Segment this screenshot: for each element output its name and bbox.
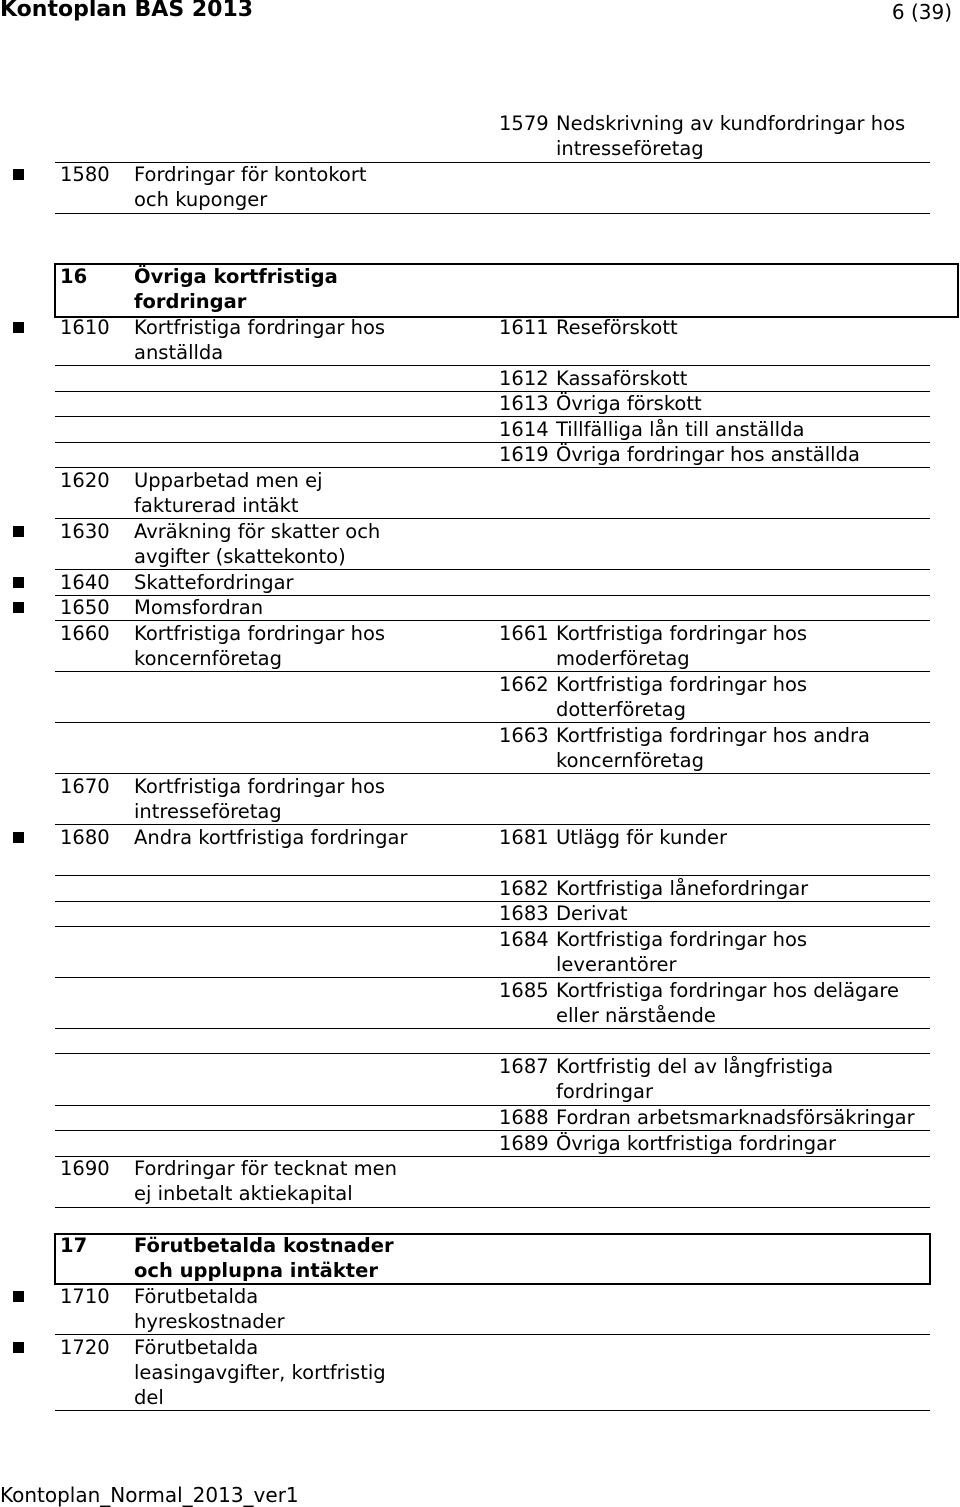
account-1661-label: Kortfristiga fordringar hos (556, 622, 808, 645)
account-1630-label: Avräkning för skatter och (134, 520, 381, 543)
account-1630-label-cont: avgifter (skattekonto) (134, 545, 346, 568)
account-1689-label: Övriga kortfristiga fordringar (556, 1132, 837, 1155)
account-1610-label: Kortfristiga fordringar hos (134, 316, 386, 339)
account-1685-label-cont: eller närstående (556, 1004, 716, 1027)
row-divider (55, 365, 930, 366)
account-1688-number: 1688 (499, 1106, 549, 1129)
row-divider (55, 1028, 930, 1029)
account-1619-number: 1619 (499, 443, 549, 466)
group-16-label-cont: fordringar (134, 290, 247, 313)
page-title: Kontoplan BAS 2013 (0, 0, 254, 22)
required-bullet-icon (13, 602, 24, 613)
account-1684-label: Kortfristiga fordringar hos (556, 928, 808, 951)
account-1689-number: 1689 (499, 1132, 549, 1155)
account-1682-label: Kortfristiga lånefordringar (556, 877, 809, 900)
account-1620-number: 1620 (60, 469, 110, 492)
account-1670-label-cont: intresseföretag (134, 800, 282, 823)
page-footer: Kontoplan_Normal_2013_ver1 (0, 1483, 299, 1507)
account-1685-label: Kortfristiga fordringar hos delägare (556, 979, 899, 1002)
account-1720-label-cont2: del (134, 1386, 164, 1409)
group-17-number: 17 (60, 1234, 88, 1257)
account-1660-number: 1660 (60, 622, 110, 645)
account-1684-number: 1684 (499, 928, 549, 951)
account-1640-number: 1640 (60, 571, 110, 594)
account-1611-label: Reseförskott (556, 316, 678, 339)
account-1687-label-cont: fordringar (556, 1080, 653, 1103)
required-bullet-icon (13, 1342, 24, 1353)
account-1663-number: 1663 (499, 724, 549, 747)
account-1619-label: Övriga fordringar hos anställda (556, 443, 860, 466)
account-1613-number: 1613 (499, 392, 549, 415)
account-1685-number: 1685 (499, 979, 549, 1002)
account-1614-number: 1614 (499, 418, 549, 441)
account-1611-number: 1611 (499, 316, 549, 339)
account-1663-label: Kortfristiga fordringar hos andra (556, 724, 870, 747)
account-1680-number: 1680 (60, 826, 110, 849)
group-16-number: 16 (60, 265, 88, 288)
account-1610-number: 1610 (60, 316, 110, 339)
account-1680-label: Andra kortfristiga fordringar (134, 826, 408, 849)
account-1630-number: 1630 (60, 520, 110, 543)
account-1660-label-cont: koncernföretag (134, 647, 282, 670)
account-1661-number: 1661 (499, 622, 549, 645)
row-divider (55, 901, 930, 902)
account-1710-label-cont: hyreskostnader (134, 1310, 285, 1333)
account-1662-label: Kortfristiga fordringar hos (556, 673, 808, 696)
account-1670-number: 1670 (60, 775, 110, 798)
required-bullet-icon (13, 169, 24, 180)
account-1681-label: Utlägg för kunder (556, 826, 728, 849)
account-1683-number: 1683 (499, 902, 549, 925)
required-bullet-icon (13, 526, 24, 537)
account-1580-label: Fordringar för kontokort (134, 163, 367, 186)
account-1682-number: 1682 (499, 877, 549, 900)
account-1579-label-cont: intresseföretag (556, 137, 704, 160)
account-1690-label-cont: ej inbetalt aktiekapital (134, 1182, 353, 1205)
required-bullet-icon (13, 577, 24, 588)
group-17-label-cont: och upplupna intäkter (134, 1259, 378, 1282)
account-1688-label: Fordran arbetsmarknadsförsäkringar (556, 1106, 915, 1129)
account-1620-label-cont: fakturerad intäkt (134, 494, 299, 517)
account-1612-label: Kassaförskott (556, 367, 688, 390)
account-1720-label: Förutbetalda (134, 1336, 259, 1359)
required-bullet-icon (13, 1291, 24, 1302)
row-divider (55, 213, 930, 214)
page-number: 6 (39) (891, 0, 952, 24)
account-1612-number: 1612 (499, 367, 549, 390)
row-divider (55, 391, 930, 392)
account-1662-label-cont: dotterföretag (556, 698, 686, 721)
required-bullet-icon (13, 832, 24, 843)
account-1710-label: Förutbetalda (134, 1285, 259, 1308)
account-1640-label: Skattefordringar (134, 571, 294, 594)
account-1690-label: Fordringar för tecknat men (134, 1157, 398, 1180)
group-17-label: Förutbetalda kostnader (134, 1234, 394, 1257)
account-1690-number: 1690 (60, 1157, 110, 1180)
row-divider (55, 1410, 930, 1411)
account-1579-label: Nedskrivning av kundfordringar hos (556, 112, 906, 135)
account-1661-label-cont: moderföretag (556, 647, 690, 670)
row-divider (55, 1207, 930, 1208)
account-1684-label-cont: leverantörer (556, 953, 677, 976)
account-1683-label: Derivat (556, 902, 628, 925)
account-1681-number: 1681 (499, 826, 549, 849)
account-1660-label: Kortfristiga fordringar hos (134, 622, 386, 645)
account-1687-number: 1687 (499, 1055, 549, 1078)
account-1710-number: 1710 (60, 1285, 110, 1308)
required-bullet-icon (13, 322, 24, 333)
account-1613-label: Övriga förskott (556, 392, 702, 415)
account-1650-label: Momsfordran (134, 596, 264, 619)
group-16-label: Övriga kortfristiga (134, 265, 338, 288)
account-1579-number: 1579 (499, 112, 549, 135)
account-1662-number: 1662 (499, 673, 549, 696)
account-1720-number: 1720 (60, 1336, 110, 1359)
account-1580-number: 1580 (60, 163, 110, 186)
account-1720-label-cont: leasingavgifter, kortfristig (134, 1361, 386, 1384)
account-1670-label: Kortfristiga fordringar hos (134, 775, 386, 798)
account-1663-label-cont: koncernföretag (556, 749, 704, 772)
account-1580-label-cont: och kuponger (134, 188, 268, 211)
account-1610-label-cont: anställda (134, 341, 224, 364)
account-1650-number: 1650 (60, 596, 110, 619)
account-1614-label: Tillfälliga lån till anställda (556, 418, 805, 441)
account-1687-label: Kortfristig del av långfristiga (556, 1055, 834, 1078)
account-1620-label: Upparbetad men ej (134, 469, 323, 492)
